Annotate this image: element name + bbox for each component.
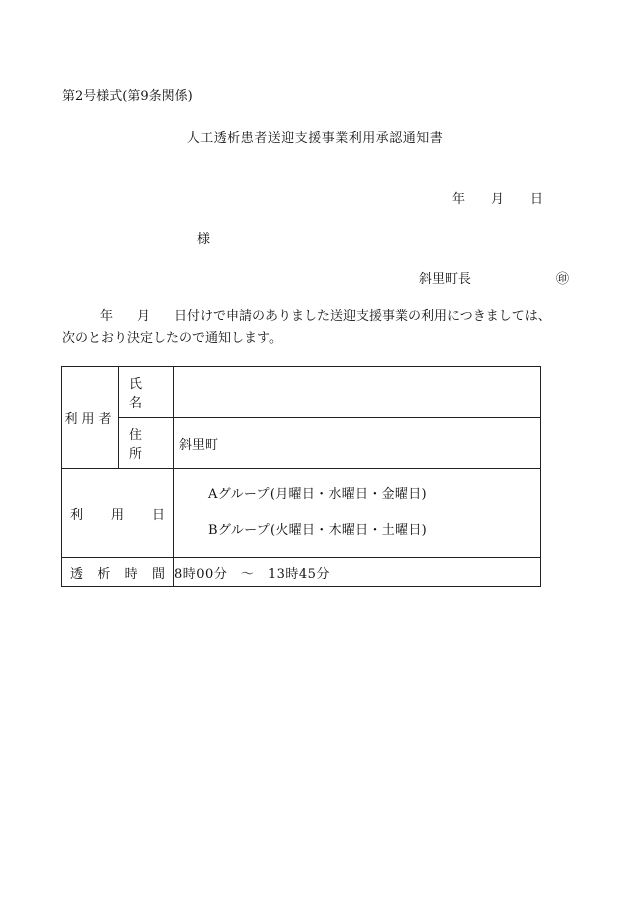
body-text-line1: 日付けで申請のありました送迎支援事業の利用につきましては、	[174, 309, 551, 324]
date-day: 日	[530, 192, 544, 207]
date-month: 月	[491, 192, 505, 207]
table-row	[62, 418, 541, 469]
address-label: 住 所	[129, 428, 156, 462]
use-day-label-cell	[62, 469, 174, 558]
group-b: Bグループ(火曜日・木曜日・土曜日)	[208, 523, 428, 538]
address-label-cell	[119, 418, 174, 469]
table-row	[62, 469, 541, 558]
body-paragraph	[62, 306, 582, 350]
document-title: 人工透析患者送迎支援事業利用承認通知書	[186, 131, 444, 146]
dialysis-time-value: 8時00分 ～ 13時45分	[174, 558, 541, 587]
date-line	[452, 188, 543, 207]
body-text-line2: 次のとおり決定したので通知します。	[62, 331, 282, 346]
group-a: Aグループ(月曜日・水曜日・金曜日)	[208, 487, 427, 502]
address-value: 斜里町	[174, 418, 541, 469]
use-day-label: 利用日	[70, 507, 165, 523]
date-year: 年	[452, 192, 466, 207]
groups-cell	[174, 469, 541, 558]
table-row	[62, 558, 541, 587]
seal-mark: ㊞	[556, 272, 570, 287]
form-number: 第2号様式(第9条関係)	[62, 89, 193, 104]
table-row	[62, 367, 541, 418]
dialysis-time-label: 透析時間	[70, 566, 165, 582]
issuer-title: 斜里町長	[419, 272, 472, 287]
user-label: 利用者	[62, 367, 119, 469]
name-label-cell	[119, 367, 174, 418]
name-label: 氏 名	[129, 377, 156, 411]
addressee-suffix: 様	[197, 232, 211, 247]
decision-table	[61, 366, 541, 587]
dialysis-time-label-cell	[62, 558, 174, 587]
body-month: 月	[137, 309, 151, 324]
body-year: 年	[100, 309, 114, 324]
name-value	[174, 367, 541, 418]
